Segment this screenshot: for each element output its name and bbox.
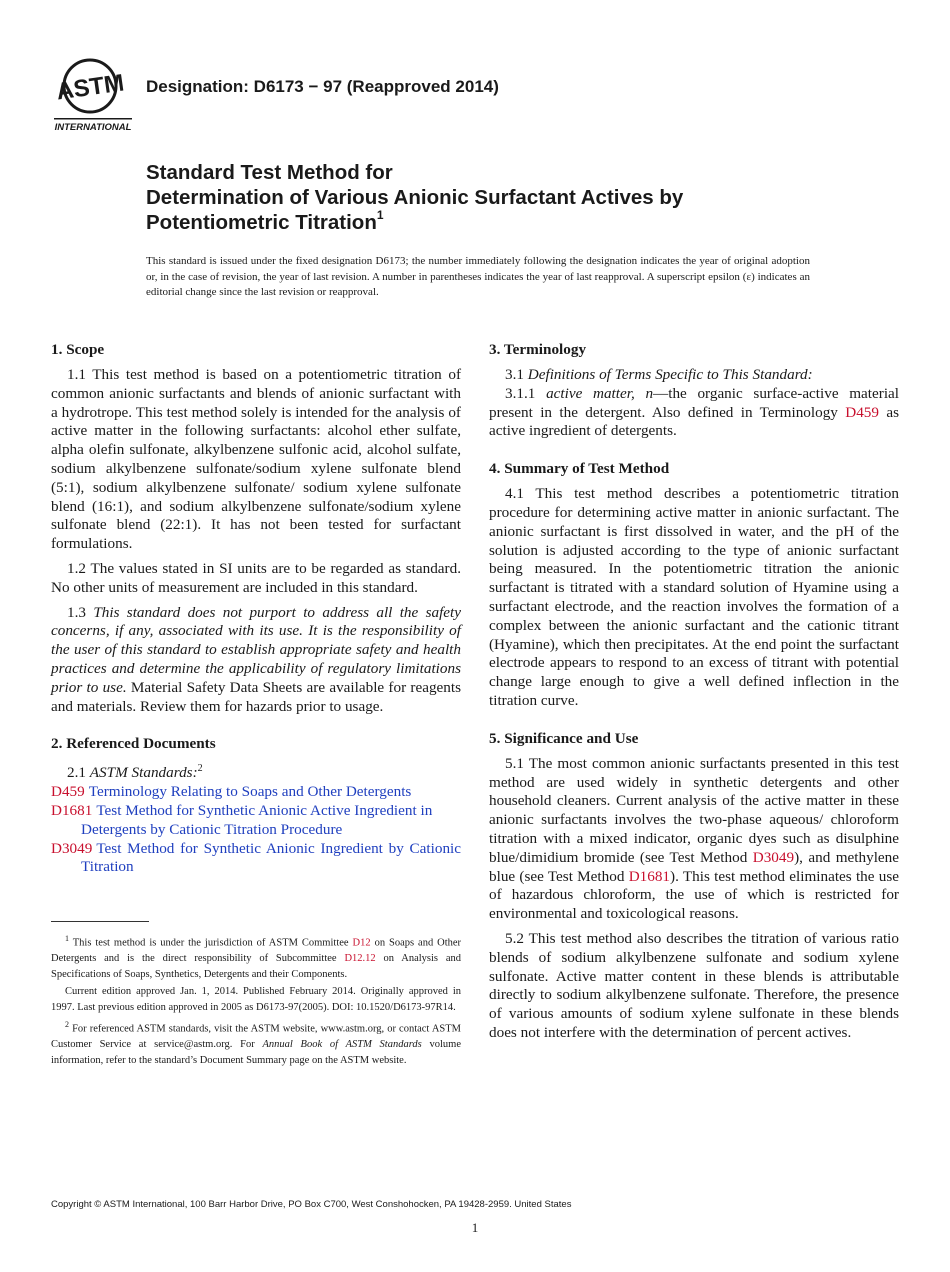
reference-title[interactable]: Terminology Relating to Soaps and Other Detergents — [88, 783, 412, 801]
right-column — [489, 340, 899, 1049]
footnotes — [51, 931, 461, 1070]
paragraph-5-1: 5.1 The most common anionic surfactants presented in this test method are used widely in synthetic detergents and other household cleaners. Current analysis of the active matter in these anionic surfactants involves the two-phase aqueous/ chloroform titration with a mixed indicator, organic dyes such as disulphine blue/dimidium bromide (see Test Method D3049), and methylene blue (see Test Method D1681). This test method eliminates the use of hazardous chloroform, the use of which is restricted for environmental and toxicological reasons. — [489, 754, 900, 923]
title-footnote-mark: 1 — [376, 208, 384, 223]
section-heading-significance: 5. Significance and Use — [489, 729, 639, 747]
paragraph-1-3: 1.3 This standard does not purport to address all the safety concerns, if any, associated with its use. It is the responsibility of the user of this standard to establish appropriate safety and health practices and determine the applicability of regulatory limitations prior to use. Material Safety Data Sheets are available for reagents and materials. Review them for hazards prior to usage. — [51, 603, 462, 715]
reference-title[interactable]: Test Method for Synthetic Anionic Ingredient by Cationic Titration — [81, 839, 461, 876]
subsection-2-1: 2.1 ASTM Standards:$^2$ — [67, 763, 203, 782]
footnote-1: $^1$ This test method is under the jurisdiction of ASTM Committee D12 on Soaps and Other Detergents and is the direct responsibility of Subcommittee D12.12 on Analysis and Specifications of Soaps, Synthetics, Detergents and their Components. — [51, 934, 462, 980]
logo-text: ASTM — [54, 69, 126, 106]
committee-link[interactable]: D12 — [352, 937, 371, 949]
paragraph-1-2: 1.2 The values stated in SI units are to be regarded as standard. No other units of measurement are included in this standard. — [51, 559, 461, 596]
section-heading-terminology: 3. Terminology — [489, 341, 587, 358]
paragraph-4-1: 4.1 This test method describes a potentiometric titration procedure for determining active matter in anionic surfactant. The anionic surfactant is first dissolved in water, and the pH of the solution is adjusted according to the type of anionic surfactant being measured. In the potentiometric titration the anionic surfactant is titrated with a standard solution of Hyamine using a surfactant electrode, and the reaction involves the formation of a complex between the anionic surfactant and the cationic titrant (Hyamine), which then precipitates. At the end point the surfactant electrode appears to respond to an excess of titrant with potential change large enough to give a well defined inflection in the titration curve. — [489, 485, 899, 709]
paragraph-5-2: 5.2 This test method also describes the titration of various ratio blends of sodium alkylbenzene sulfonate and sodium xylene sulfonate. Active matter content in these blends is attributable directly to sodium alkylbenzene sulfonate. Therefore, the presence of various amounts of sodium xylene sulfonate in these blends does not interfere with the determination of percent actives. — [489, 929, 899, 1041]
d3049-link[interactable]: D3049 — [752, 848, 795, 866]
paragraph-3-1-1: 3.1.1 active matter, n—the organic surface-active material present in the detergent. Also defined in Terminology D459 as active ingredient of detergents. — [489, 384, 900, 440]
document-title — [146, 160, 846, 235]
copyright-notice: Copyright © ASTM International, 100 Barr Harbor Drive, PO Box C700, West Conshohocken, PA 19428-2959. United States — [51, 1199, 572, 1210]
astm-logo — [52, 56, 134, 134]
paragraph-1-1: 1.1 This test method is based on a potentiometric titration of common anionic surfactants and blends of anionic surfactant with a hydrotrope. This test method solely is intended for the analysis of active matter in the following surfactants: alcohol ether sulfate, alpha olefin sulfonate, alkylbenzene sulfonic acid, alcohol sulfate, sodium alkylbenzene sulfonate/sodium xylene sulfonate blend (5:1), sodium alkylbenzene sulfonate/ sodium xylene sulfonate blend (16:1), and sodium alkylbenzene sulfonate/sodium xylene sulfonate blend (22:1). It has not been tested for surfactant formulations. — [51, 366, 461, 553]
d1681-link[interactable]: D1681 — [628, 867, 671, 885]
reference-title[interactable]: Test Method for Synthetic Anionic Active Ingredient in Detergents by Cationic Titration Procedure — [81, 802, 433, 838]
section-heading-referenced-documents: 2. Referenced Documents — [51, 735, 216, 753]
paragraph-3-1: 3.1 Definitions of Terms Specific to This Standard: — [505, 366, 813, 383]
footnote-divider — [51, 921, 149, 922]
subcommittee-link[interactable]: D12.12 — [344, 953, 376, 964]
footnote-1-edition: Current edition approved Jan. 1, 2014. Published February 2014. Originally approved in 1997. Last previous edition approved in 2005 as D6173-97(2005). DOI: 10.1520/D6173-97R14. — [51, 986, 461, 1013]
d459-link[interactable]: D459 — [845, 403, 879, 421]
designation: Designation: D6173 − 97 (Reapproved 2014) — [146, 77, 499, 96]
section-heading-scope: 1. Scope — [51, 341, 105, 358]
left-column — [51, 340, 461, 877]
title-line-2: Determination of Various Anionic Surfactant Actives by — [146, 186, 684, 209]
section-heading-summary: 4. Summary of Test Method — [489, 460, 670, 478]
reference-d1681[interactable] — [51, 802, 461, 840]
footnote-2: $^2$ For referenced ASTM standards, visit the ASTM website, www.astm.org, or contact ASTM Customer Service at service@astm.org. For Annual Book of ASTM Standards volume information, refer to the standard’s Document Summary page on the ASTM website. — [51, 1020, 462, 1066]
reference-d459[interactable] — [51, 783, 461, 802]
reference-code[interactable]: D3049 — [51, 839, 93, 857]
reference-code[interactable]: D1681 — [51, 802, 93, 819]
page-number: 1 — [471, 1220, 479, 1235]
intro-note: This standard is issued under the fixed designation D6173; the number immediately following the designation indicates the year of original adoption or, in the case of revision, the year of last revision. A number in parentheses indicates the year of last reapproval. A superscript epsilon (ε) indicates an editorial change since the last revision or reapproval. — [146, 255, 810, 298]
reference-d3049[interactable] — [51, 840, 461, 878]
reference-code[interactable]: D459 — [51, 783, 85, 801]
title-line-1: Standard Test Method for — [146, 161, 393, 184]
title-line-3: Potentiometric Titration$^1$ — [146, 208, 384, 234]
logo-subtext: INTERNATIONAL — [54, 122, 132, 133]
